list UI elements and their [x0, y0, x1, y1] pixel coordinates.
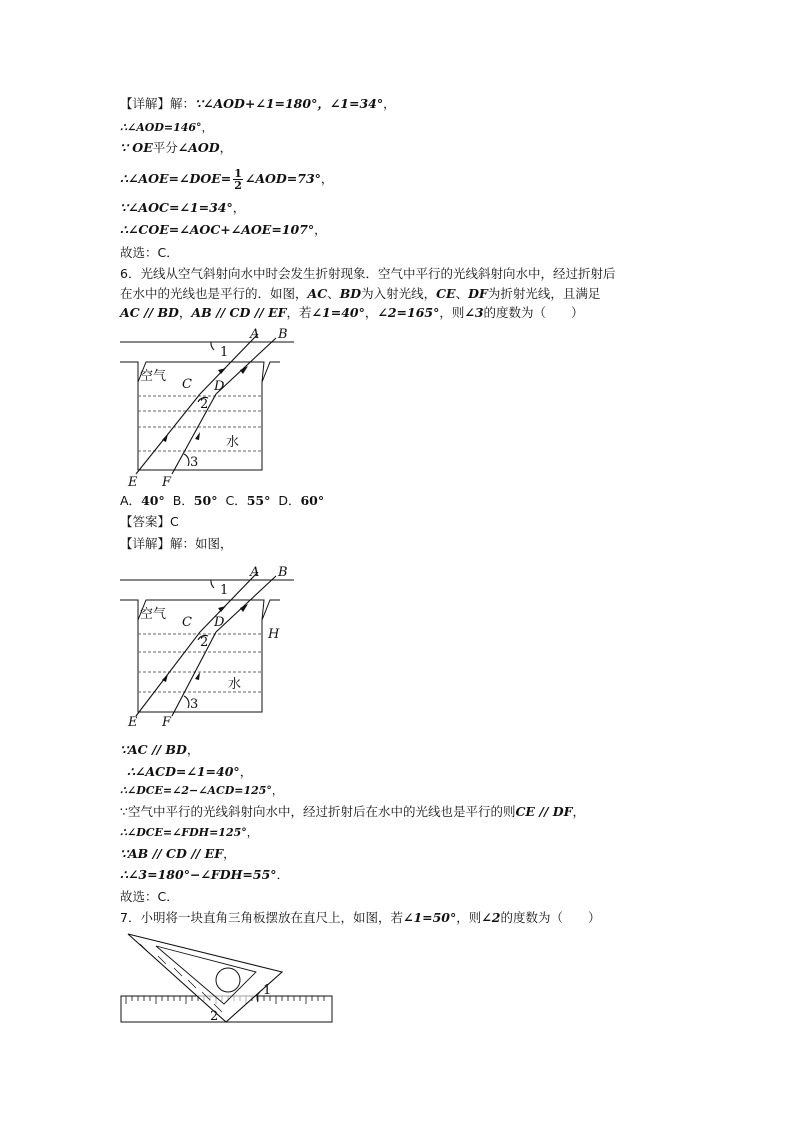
math-expr: ∠2	[481, 910, 501, 925]
text: 在水中的光线也是平行的．如图，	[120, 286, 308, 301]
fraction-denominator: 2	[234, 179, 242, 192]
q6-step-5	[120, 825, 258, 841]
math-expr: ∵∠AOC=∠1=34°	[120, 200, 233, 215]
text: 、	[327, 286, 340, 301]
label-3: 3	[190, 455, 199, 470]
label-d: D	[214, 379, 225, 394]
math-expr: AC	[307, 286, 328, 301]
punct: ，	[219, 140, 233, 155]
solution-line-3	[120, 140, 232, 156]
label-2: 2	[210, 1009, 219, 1024]
label-1: 1	[263, 983, 272, 998]
q6-step-3	[120, 783, 283, 799]
ray-ac	[200, 334, 258, 394]
punct: ，	[201, 121, 213, 134]
text: 7．小明将一块直角三角板摆放在直尺上，如图，若	[120, 910, 403, 925]
q6-options	[120, 493, 324, 509]
angle-1-arc	[211, 342, 214, 350]
q6-step-4	[120, 804, 585, 820]
angle-1-arc	[211, 580, 214, 588]
q6-stem-line-2	[120, 286, 600, 302]
punct: ，	[246, 826, 258, 839]
text: 、	[455, 286, 469, 301]
arrow-marker	[218, 368, 226, 374]
label-air: 空气	[140, 607, 167, 622]
math-expr: ∵∠AOD+∠1=180°，∠1=34°	[195, 96, 384, 111]
math-expr: ∠2=165°	[377, 305, 440, 320]
punct: ，	[572, 804, 586, 819]
fraction	[233, 168, 243, 191]
math-expr: ∵AB // CD // EF	[120, 846, 224, 861]
arrow-marker	[195, 672, 200, 680]
label-e: E	[128, 715, 138, 730]
label-water: 水	[226, 435, 240, 450]
solution-line-2	[120, 120, 213, 136]
triangle-ruler	[128, 934, 282, 1022]
label-c: C	[182, 615, 192, 630]
math-expr: CE // DF	[515, 804, 573, 819]
tank-body	[138, 382, 262, 470]
math-expr: ∠AOD	[177, 140, 220, 155]
label-water: 水	[228, 677, 242, 692]
label-3: 3	[190, 697, 199, 712]
punct: ，	[271, 784, 283, 797]
punct: ，	[383, 96, 396, 111]
angle-3-arc	[184, 454, 189, 466]
q6-step-7	[120, 867, 289, 883]
q6-figure	[118, 326, 298, 488]
math-expr: ∵ OE	[120, 140, 153, 155]
option-d-label: D．	[278, 493, 301, 508]
math-expr: ∠1=50°	[402, 910, 457, 925]
q6-stem-line-3	[120, 305, 584, 321]
punct: ，	[232, 200, 246, 215]
ray-ac	[200, 572, 258, 632]
label-c: C	[182, 377, 192, 392]
q6-answer: 【答案】C	[120, 514, 179, 529]
math-expr: CE	[436, 286, 456, 301]
math-expr: BD	[339, 286, 362, 301]
solution-conclusion: 故选：C．	[120, 245, 179, 260]
label-1: 1	[220, 583, 229, 598]
math-expr: ∵AC // BD	[120, 742, 187, 757]
punct: ，	[239, 764, 253, 779]
label-b: B	[278, 327, 288, 342]
arrow-marker	[218, 606, 226, 612]
math-expr: AC // BD	[120, 305, 179, 320]
math-expr: AB // CD // EF	[191, 305, 287, 320]
label-1: 1	[220, 345, 229, 360]
option-b: 50°	[193, 493, 218, 508]
q6-conclusion: 故选：C．	[120, 889, 179, 904]
option-c: 55°	[246, 493, 271, 508]
q7-figure	[118, 932, 338, 1026]
angle-3-arc	[184, 696, 189, 708]
label-f: F	[162, 715, 172, 730]
arrow-marker	[195, 432, 200, 440]
detail-heading: 【详解】解：	[120, 96, 196, 111]
text: 平分	[152, 140, 178, 155]
q6-detail-heading: 【详解】解：如图，	[120, 536, 233, 551]
math-expr: ∴∠AOE=∠DOE=	[120, 171, 232, 186]
math-expr: ∴∠AOD=146°	[120, 121, 202, 134]
q6-solution-figure	[118, 564, 298, 730]
q7-stem	[120, 910, 600, 926]
text: 的度数为（ ）	[483, 305, 584, 320]
math-expr: ∴∠3=180°−∠FDH=55°	[120, 867, 277, 882]
q6-step-2	[127, 764, 252, 780]
punct: ，	[314, 222, 327, 237]
solution-line-6	[120, 222, 327, 238]
text: 的度数为（ ）	[500, 910, 601, 925]
text: ，则	[456, 910, 482, 925]
punct: ，	[186, 742, 200, 757]
q6-step-1	[120, 742, 199, 758]
solution-line-4	[120, 164, 333, 194]
label-a: A	[250, 565, 260, 580]
punct: ．	[276, 867, 290, 882]
q6-stem-line-1: 6．光线从空气斜射向水中时会发生折射现象．空气中平行的光线斜射向水中，经过折射后	[120, 266, 616, 281]
option-b-label: B．	[172, 493, 194, 508]
text: ，	[364, 305, 378, 320]
text: ∵空气中平行的光线斜射向水中，经过折射后在水中的光线也是平行的则	[120, 804, 516, 819]
option-a: 40°	[141, 493, 165, 508]
label-air: 空气	[140, 369, 167, 384]
solution-line-1	[120, 96, 396, 112]
math-expr: ∴∠DCE=∠2−∠ACD=125°	[120, 784, 272, 797]
math-expr: ∴∠ACD=∠1=40°	[127, 764, 240, 779]
label-b: B	[278, 565, 288, 580]
q6-step-6	[120, 846, 236, 862]
option-c-label: C．	[225, 493, 247, 508]
label-h: H	[268, 627, 280, 642]
math-expr: ∠1=40°	[311, 305, 365, 320]
text: 为入射光线，	[361, 286, 437, 301]
label-2: 2	[200, 635, 209, 650]
solution-line-5	[120, 200, 245, 216]
label-2: 2	[200, 397, 209, 412]
math-expr: ∠AOD=73°	[244, 171, 321, 186]
text: ，若	[286, 305, 312, 320]
punct: ，	[223, 846, 236, 861]
option-a-label: A．	[120, 493, 142, 508]
label-e: E	[128, 475, 138, 490]
punct: ，	[320, 171, 334, 186]
math-expr: ∴∠COE=∠AOC+∠AOE=107°	[120, 222, 315, 237]
label-d: D	[214, 615, 225, 630]
text: ，	[178, 305, 192, 320]
text: 为折射光线，且满足	[487, 286, 601, 301]
math-expr: DF	[468, 286, 488, 301]
label-f: F	[162, 475, 172, 490]
option-d: 60°	[300, 493, 325, 508]
fraction-numerator: 1	[234, 167, 242, 180]
math-expr: ∴∠DCE=∠FDH=125°	[120, 826, 247, 839]
label-a: A	[250, 327, 260, 342]
text: ，则	[439, 305, 465, 320]
math-expr: ∠3	[464, 305, 484, 320]
